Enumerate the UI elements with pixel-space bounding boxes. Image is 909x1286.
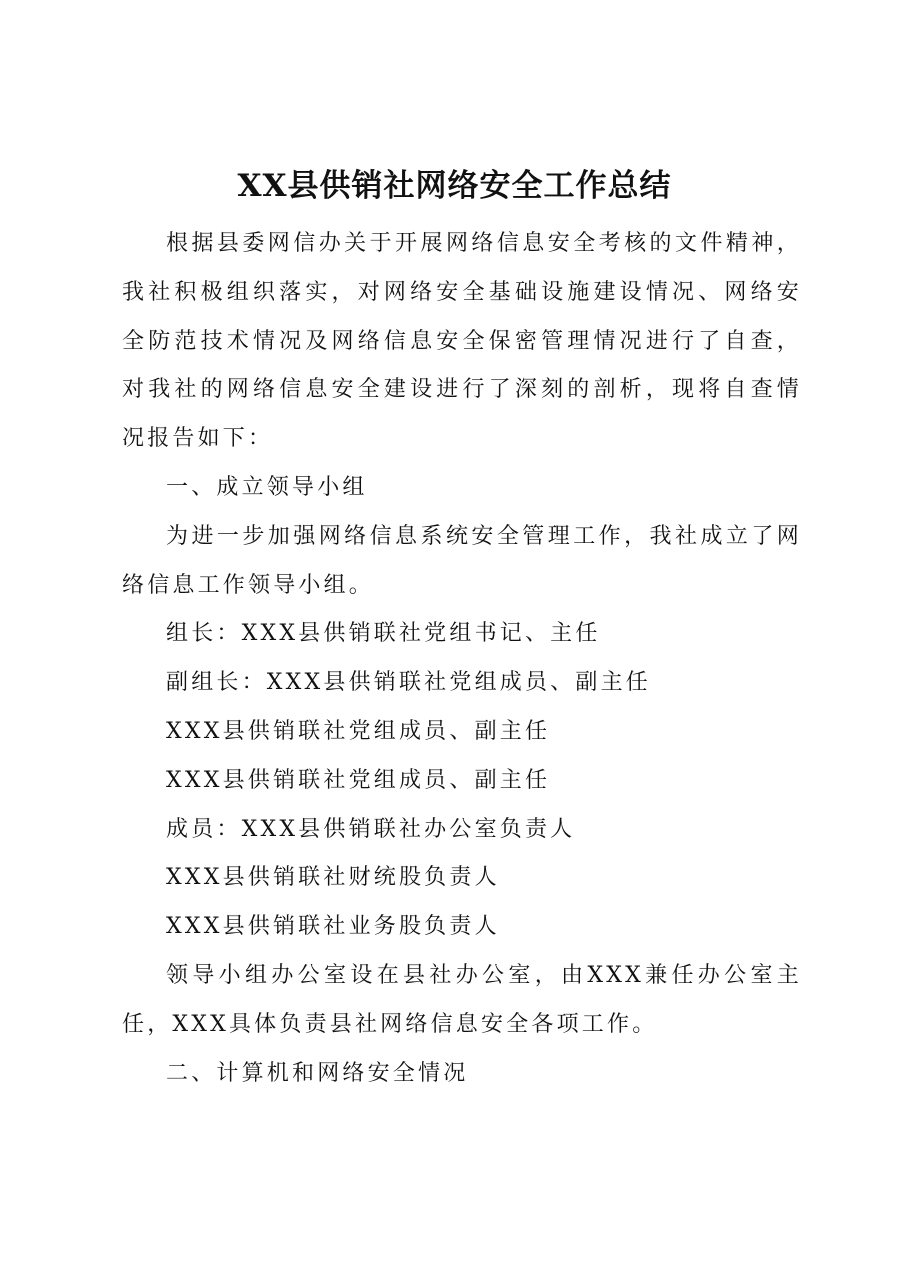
paragraph-office: 领导小组办公室设在县社办公室，由XXX兼任办公室主任，XXX具体负责县社网络信息安全各项工作。 <box>122 962 802 1037</box>
deputy-leader-line: 副组长：XXX县供销联社党组成员、副主任 <box>166 670 651 696</box>
members-line-3: XXX县供销联社业务股负责人 <box>166 914 500 940</box>
deputy-leader-line-2: XXX县供销联社党组成员、副主任 <box>166 718 551 744</box>
members-line-2: XXX县供销联社财统股负责人 <box>166 865 500 891</box>
paragraph-group-setup: 为进一步加强网络信息系统安全管理工作，我社成立了网络信息工作领导小组。 <box>122 523 802 598</box>
members-line: 成员：XXX县供销联社办公室负责人 <box>166 816 576 842</box>
section-heading-2: 二、计算机和网络安全情况 <box>166 1060 469 1086</box>
paragraph-intro: 根据县委网信办关于开展网络信息安全考核的文件精神，我社积极组织落实，对网络安全基础设施建设情况、网络安全防范技术情况及网络信息安全保密管理情况进行了自查，对我社的网络信息安全建设进行了深刻的剖析，现将自查情况报告如下： <box>122 231 802 452</box>
deputy-leader-line-3: XXX县供销联社党组成员、副主任 <box>166 767 551 793</box>
document-title: XX县供销社网络安全工作总结 <box>237 168 672 204</box>
group-leader-line: 组长：XXX县供销联社党组书记、主任 <box>166 621 601 647</box>
section-heading-1: 一、成立领导小组 <box>166 474 368 500</box>
document-body <box>122 220 802 1098</box>
